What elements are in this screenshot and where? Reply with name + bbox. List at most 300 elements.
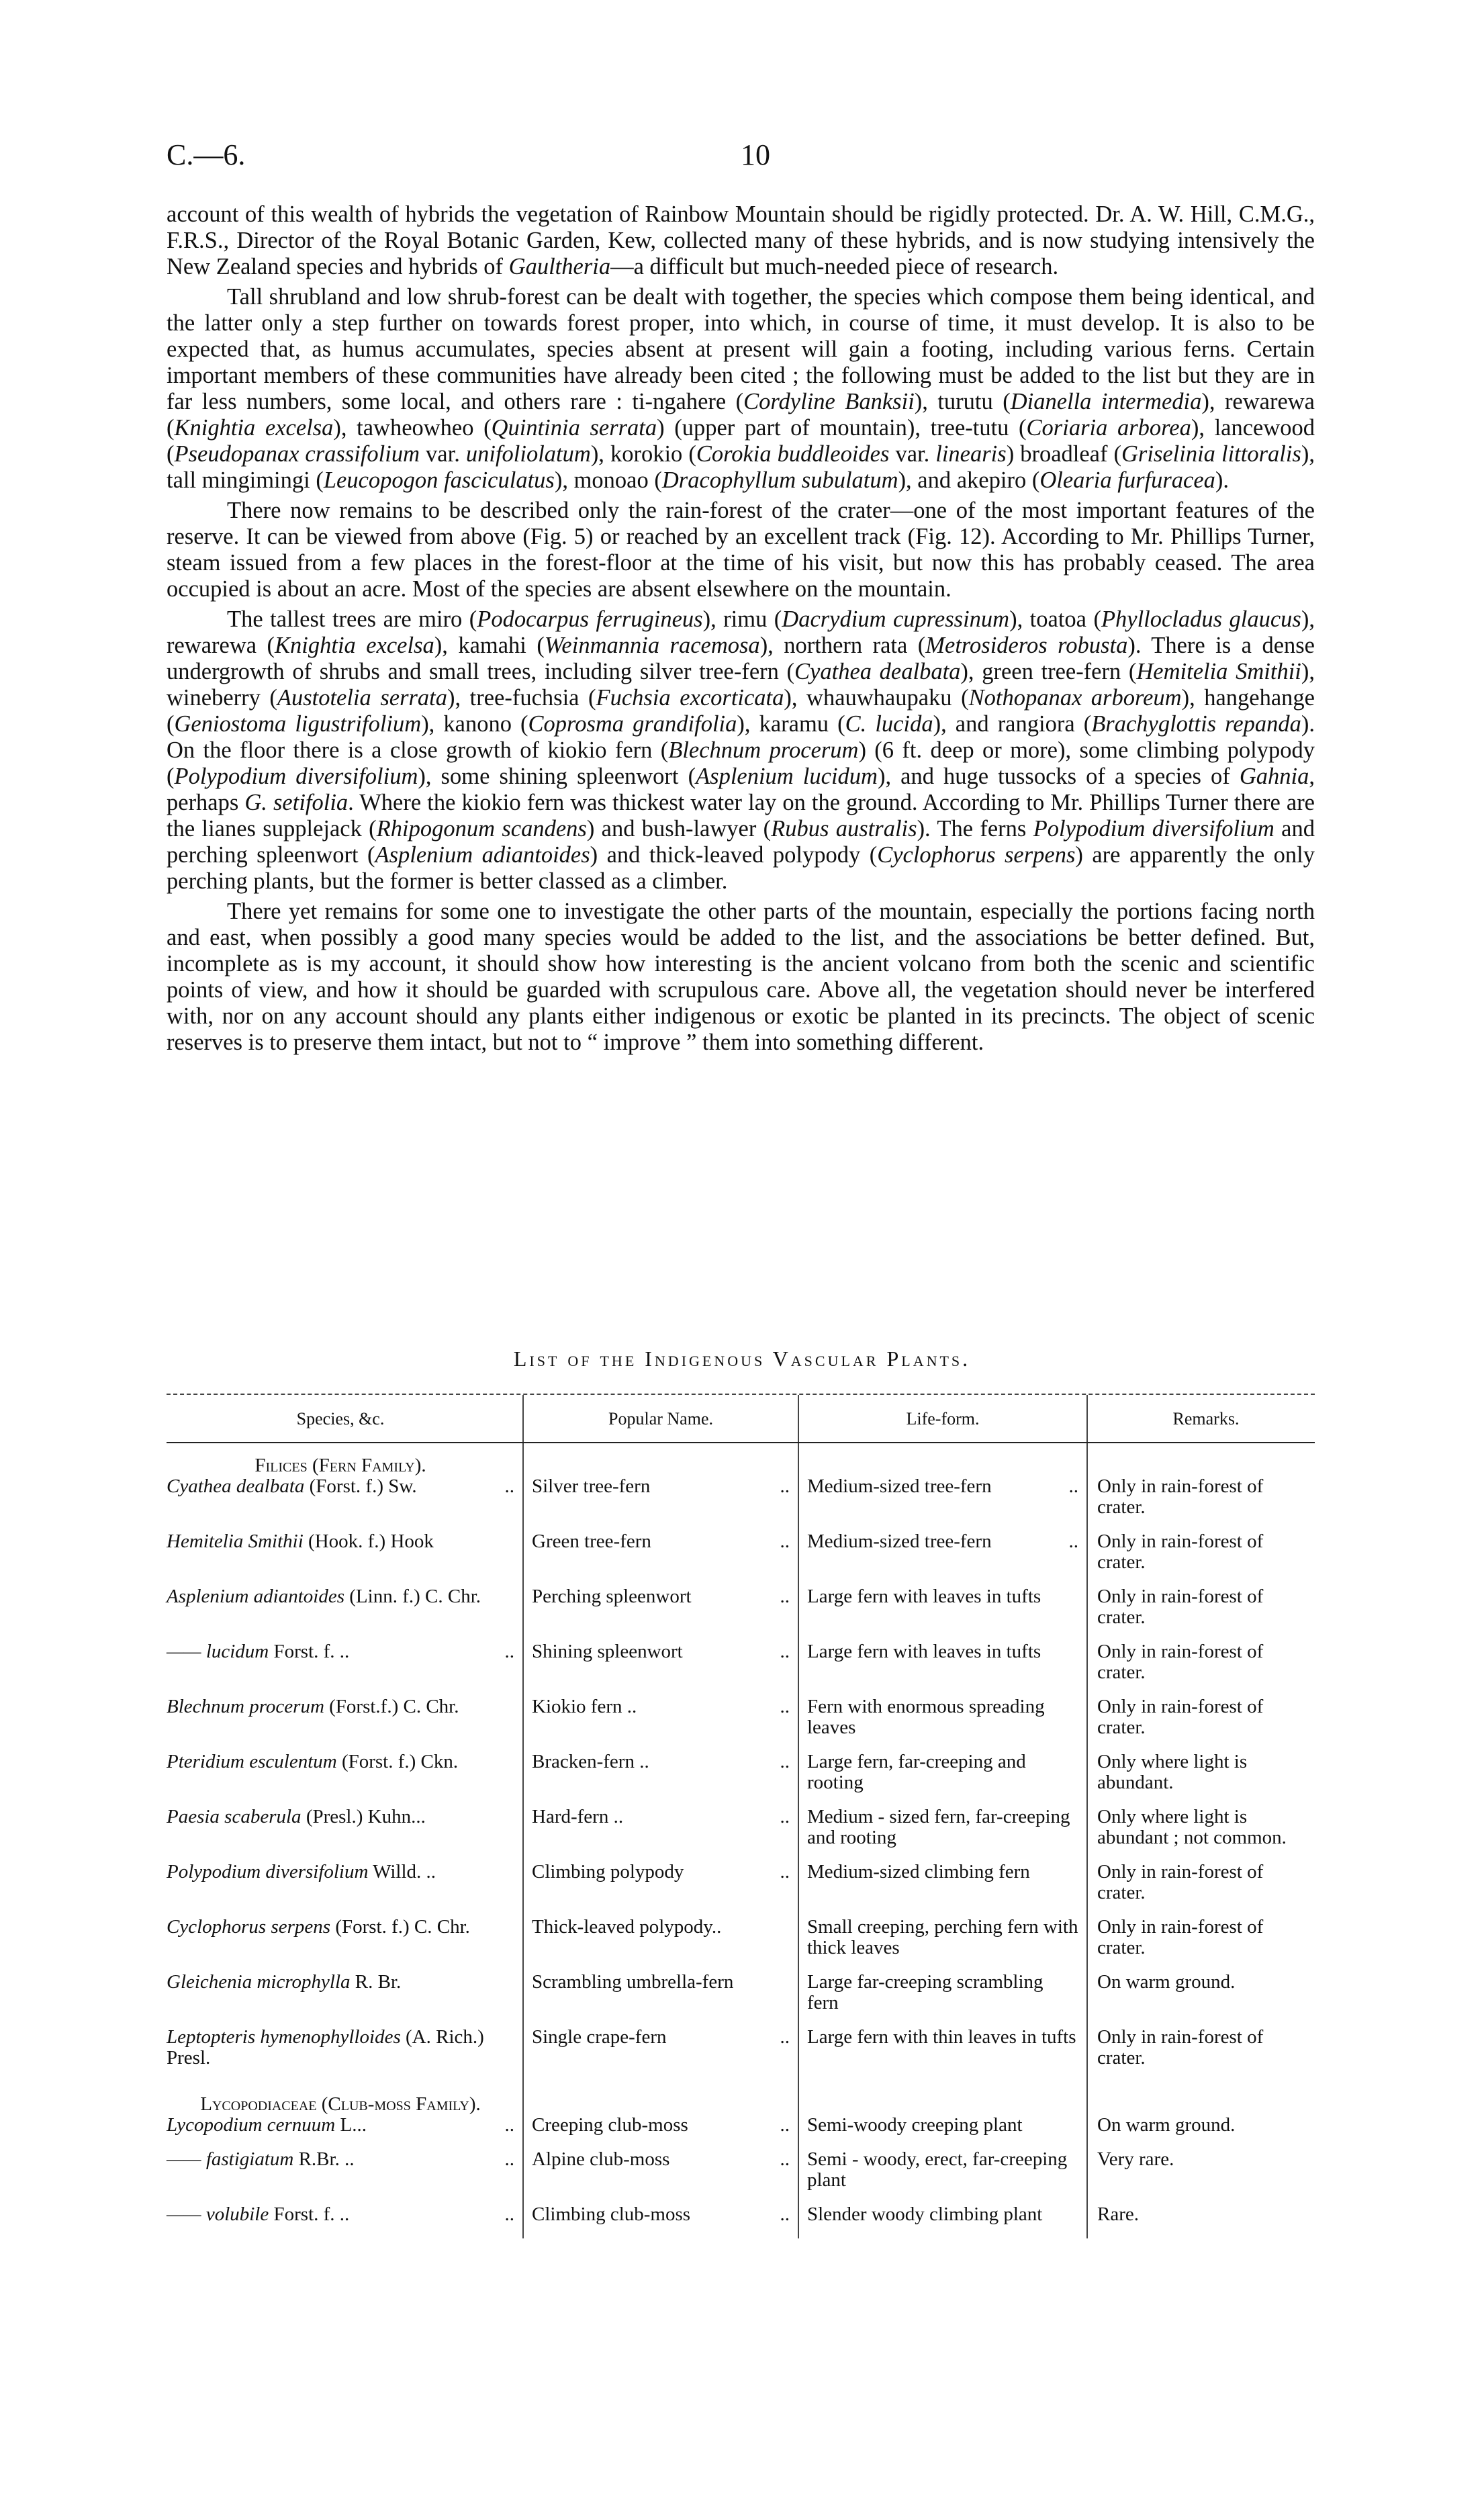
remarks: On warm ground.	[1097, 2114, 1236, 2136]
remarks: Only in rain-forest of crater.	[1097, 2026, 1264, 2069]
species-name: Gleichenia microphylla	[167, 1971, 351, 1993]
text-run: ). On the floor there is a close growth of kiokio fern (	[167, 711, 1315, 763]
species-name: Pteridium esculentum	[167, 1751, 337, 1772]
life-form-cell	[798, 1752, 1086, 1793]
spacer-cell	[167, 1738, 522, 1752]
species-authority: Forst. f. ..	[269, 1641, 350, 1662]
remarks-cell	[1086, 1752, 1315, 1793]
italic-run: Quintinia serrata	[491, 415, 657, 441]
row-spacer	[167, 2191, 1315, 2204]
italic-run: Gaultheria	[508, 254, 611, 279]
life-form: Medium-sized climbing fern	[807, 1861, 1030, 1882]
spacer-cell	[522, 1628, 798, 1641]
italic-run: Coprosma grandifolia	[528, 711, 737, 737]
table-row	[167, 1862, 1315, 1903]
spacer-cell	[1086, 1848, 1315, 1862]
spacer-cell	[522, 1958, 798, 1972]
leader-dots: ..	[504, 2114, 514, 2136]
paragraph	[167, 498, 1315, 602]
text-run: ) broadleaf (	[1006, 441, 1122, 467]
text-run: ), whauwhaupaku (	[784, 685, 969, 711]
spacer-cell	[522, 2069, 798, 2082]
spacer-cell	[167, 2191, 522, 2204]
spacer-cell	[1086, 1573, 1315, 1586]
table-row	[167, 1586, 1315, 1628]
leader-dots: ..	[780, 1751, 790, 1772]
species-authority: (Forst. f.) Ckn.	[336, 1751, 459, 1772]
remarks-cell	[1086, 2115, 1315, 2136]
leader-dots: ..	[780, 1586, 790, 1607]
remarks-cell	[1086, 1586, 1315, 1628]
leader-dots: ..	[1068, 1531, 1078, 1552]
plant-table	[167, 1394, 1315, 2238]
species-name: Hemitelia Smithii	[167, 1531, 304, 1552]
spacer-cell	[1086, 2013, 1315, 2027]
table-row	[167, 1917, 1315, 1958]
row-spacer	[167, 1683, 1315, 1696]
leader-dots: ..	[780, 1861, 790, 1882]
text-run: var.	[420, 441, 466, 467]
italic-run: linearis	[935, 441, 1007, 467]
italic-run: Asplenium lucidum	[696, 764, 878, 789]
life-form-cell	[798, 1641, 1086, 1683]
header-species: Species, &c.	[296, 1408, 385, 1428]
row-spacer	[167, 2225, 1315, 2238]
popular-name: Scrambling umbrella-fern	[532, 1971, 734, 1993]
text-run: . Where the kiokio fern was thickest water lay on the ground. According to Mr. Phillips Turner there are the lianes supplejack (	[167, 790, 1315, 842]
italic-run: Polypodium diversifolium	[174, 764, 418, 789]
italic-run: Pseudopanax crassifolium	[174, 441, 420, 467]
species-authority: (Presl.) Kuhn...	[301, 1806, 426, 1827]
popular-name: Silver tree-fern	[532, 1475, 651, 1497]
italic-run: Corokia buddleoides	[696, 441, 890, 467]
leader-dots: ..	[780, 2203, 790, 2225]
remarks-cell	[1086, 2027, 1315, 2069]
popular-name: Creeping club-moss	[532, 2114, 688, 2136]
spacer-cell	[1086, 1628, 1315, 1641]
italic-run: Knightia excelsa	[174, 415, 334, 441]
text-run: ), northern rata (	[759, 633, 926, 658]
text-run: ), wineberry (	[167, 659, 1315, 711]
text-run: ), kanono (	[421, 711, 528, 737]
life-form: Large fern with leaves in tufts	[807, 1586, 1041, 1607]
spacer-cell	[798, 1573, 1086, 1586]
italic-run: Griselinia littoralis	[1121, 441, 1301, 467]
text-run: Tall shrubland and low shrub-forest can be dealt with together, the species which compose them being identical, and the latter only a step further on towards forest proper, into which, in course of time, it must develop. It is also to be expected that, as humus accumulates, species absent at present will gain a footing, including various ferns. Certain important members of these communities have already been cited ; the following must be added to the list but they are in far less numbers, some local, and others rare : ti-ngahere (	[167, 284, 1315, 414]
popular-name-cell	[522, 1807, 798, 1848]
remarks: Rare.	[1097, 2203, 1139, 2225]
family-heading	[167, 2082, 522, 2115]
document-code: C.—6.	[167, 138, 246, 171]
species-name: —— fastigiatum	[167, 2148, 294, 2170]
species-cell	[167, 1862, 522, 1903]
spacer-cell	[798, 1793, 1086, 1807]
table-row	[167, 1696, 1315, 1738]
leader-dots: ..	[504, 1475, 514, 1497]
life-form: Large fern with thin leaves in tufts	[807, 2026, 1076, 2048]
italic-run: Cordyline Banksii	[743, 389, 915, 414]
popular-name: Kiokio fern ..	[532, 1696, 637, 1717]
italic-run: Blechnum procerum	[668, 737, 859, 763]
italic-run: Fuchsia excorticata	[596, 685, 784, 711]
remarks-cell	[1086, 2149, 1315, 2191]
life-form-cell	[798, 1807, 1086, 1848]
spacer-cell	[522, 2225, 798, 2238]
text-run: ), and huge tussocks of a species of	[877, 764, 1240, 789]
life-form-cell	[798, 1862, 1086, 1903]
text-run: ) (6 ft. deep or more), some climbing polypody (	[167, 737, 1315, 789]
italic-run: Dacrydium cupressinum	[782, 606, 1010, 632]
empty-cell	[798, 2082, 1086, 2115]
remarks: Only in rain-forest of crater.	[1097, 1475, 1264, 1518]
header-popular-name: Popular Name.	[522, 1395, 798, 1442]
italic-run: Coriaria arborea	[1026, 415, 1191, 441]
spacer-cell	[1086, 1683, 1315, 1696]
spacer-cell	[522, 1793, 798, 1807]
popular-name: Thick-leaved polypody..	[532, 1916, 722, 1938]
spacer-cell	[1086, 1738, 1315, 1752]
remarks: On warm ground.	[1097, 1971, 1236, 1993]
italic-run: Nothopanax arboreum	[968, 685, 1182, 711]
text-run: ), tawheowheo (	[333, 415, 492, 441]
spacer-cell	[167, 2013, 522, 2027]
empty-cell	[1086, 1443, 1315, 1476]
text-run: ), toatoa (	[1009, 606, 1101, 632]
popular-name-cell	[522, 1862, 798, 1903]
popular-name: Climbing club-moss	[532, 2203, 691, 2225]
empty-cell	[522, 1443, 798, 1476]
leader-dots: ..	[780, 2114, 790, 2136]
life-form-cell	[798, 1917, 1086, 1958]
italic-run: Rhipogonum scandens	[376, 816, 587, 842]
species-cell	[167, 1917, 522, 1958]
text-run: ), and rangiora (	[933, 711, 1092, 737]
leader-dots: ..	[780, 1641, 790, 1662]
spacer-cell	[167, 1683, 522, 1696]
paragraph	[167, 899, 1315, 1056]
spacer-cell	[167, 2069, 522, 2082]
text-run: ) (upper part of mountain), tree-tutu (	[657, 415, 1027, 441]
remarks-cell	[1086, 1531, 1315, 1573]
text-run: ), hangehange (	[167, 685, 1315, 737]
spacer-cell	[798, 1518, 1086, 1531]
popular-name-cell	[522, 2027, 798, 2069]
italic-run: Dracophyllum subulatum	[661, 467, 898, 493]
empty-cell	[522, 2082, 798, 2115]
text-run: , perhaps	[167, 764, 1315, 815]
text-run: The tallest trees are miro (	[227, 606, 477, 632]
italic-run: Geniostoma ligustrifolium	[174, 711, 422, 737]
text-run: ). There is a dense undergrowth of shrubs and small trees, including silver tree-fern (	[167, 633, 1315, 684]
species-cell	[167, 1641, 522, 1683]
text-run: ), green tree-fern (	[960, 659, 1137, 684]
italic-run: Cyathea dealbata	[794, 659, 961, 684]
spacer-cell	[798, 2013, 1086, 2027]
species-name: Paesia scaberula	[167, 1806, 302, 1827]
life-form: Semi - woody, erect, far-creeping plant	[807, 2148, 1068, 2191]
text-run: ), some shining spleenwort (	[418, 764, 696, 789]
life-form: Large far-creeping scrambling fern	[807, 1971, 1044, 2013]
text-run: ), rewarewa (	[167, 606, 1315, 658]
row-spacer	[167, 1738, 1315, 1752]
spacer-cell	[798, 1848, 1086, 1862]
paragraph	[167, 201, 1315, 280]
table-row	[167, 1972, 1315, 2013]
italic-run: Gahnia	[1239, 764, 1309, 789]
spacer-cell	[522, 1848, 798, 1862]
leader-dots: ..	[1068, 1475, 1078, 1497]
row-spacer	[167, 1848, 1315, 1862]
family-name: Lycopodiaceae (Club-moss Family).	[200, 2093, 481, 2115]
italic-run: Hemitelia Smithii	[1136, 659, 1301, 684]
spacer-cell	[1086, 2136, 1315, 2149]
leader-dots: ..	[780, 1531, 790, 1552]
row-spacer	[167, 1628, 1315, 1641]
italic-run: Metrosideros robusta	[925, 633, 1128, 658]
species-name: Lycopodium cernuum	[167, 2114, 336, 2136]
leader-dots: ..	[780, 2148, 790, 2170]
species-name: Blechnum procerum	[167, 1696, 324, 1717]
family-row	[167, 2082, 1315, 2115]
spacer-cell	[522, 1518, 798, 1531]
spacer-cell	[1086, 1903, 1315, 1917]
italic-run: Dianella intermedia	[1010, 389, 1202, 414]
popular-name-cell	[522, 1752, 798, 1793]
text-run: —a difficult but much-needed piece of research.	[610, 254, 1059, 279]
species-cell	[167, 2149, 522, 2191]
life-form: Fern with enormous spreading leaves	[807, 1696, 1045, 1738]
page-number: 10	[741, 138, 770, 171]
remarks: Only where light is abundant.	[1097, 1751, 1248, 1793]
italic-run: unifoliolatum	[465, 441, 591, 467]
row-spacer	[167, 1958, 1315, 1972]
spacer-cell	[167, 2136, 522, 2149]
body-text	[167, 201, 1315, 1060]
species-cell	[167, 1476, 522, 1518]
spacer-cell	[167, 1903, 522, 1917]
text-run: ), monoao (	[554, 467, 662, 493]
header-life-form: Life-form.	[798, 1395, 1086, 1442]
row-spacer	[167, 2013, 1315, 2027]
italic-run: Podocarpus ferrugineus	[477, 606, 703, 632]
spacer-cell	[798, 1738, 1086, 1752]
row-spacer	[167, 2069, 1315, 2082]
spacer-cell	[522, 1738, 798, 1752]
species-cell	[167, 1972, 522, 2013]
text-run: account of this wealth of hybrids the vegetation of Rainbow Mountain should be rigidly protected. Dr. A. W. Hill, C.M.G., F.R.S., Director of the Royal Botanic Garden, Kew, collected many of these hybrids, and is now studying intensively the New Zealand species and hybrids of	[167, 201, 1315, 279]
table-row	[167, 1476, 1315, 1518]
popular-name-cell	[522, 1586, 798, 1628]
remarks: Only in rain-forest of crater.	[1097, 1861, 1264, 1903]
table-row	[167, 2149, 1315, 2191]
popular-name: Bracken-fern ..	[532, 1751, 649, 1772]
text-run: ), tree-fuchsia (	[447, 685, 596, 711]
empty-cell	[798, 1443, 1086, 1476]
life-form: Large fern, far-creeping and rooting	[807, 1751, 1026, 1793]
species-authority: (Forst. f.) Sw.	[304, 1475, 417, 1497]
table-row	[167, 1752, 1315, 1793]
family-name: Filices (Fern Family).	[254, 1455, 426, 1476]
italic-run: Leucopogon fasciculatus	[323, 467, 555, 493]
spacer-cell	[1086, 1518, 1315, 1531]
row-spacer	[167, 2136, 1315, 2149]
italic-run: Cyclophorus serpens	[877, 842, 1076, 868]
species-cell	[167, 1531, 522, 1573]
species-cell	[167, 2115, 522, 2136]
life-form: Medium-sized tree-fern	[807, 1531, 992, 1552]
popular-name: Alpine club-moss	[532, 2148, 670, 2170]
remarks: Only where light is abundant ; not common.	[1097, 1806, 1287, 1848]
remarks-cell	[1086, 2204, 1315, 2225]
spacer-cell	[798, 2136, 1086, 2149]
table-row	[167, 1807, 1315, 1848]
species-cell	[167, 1807, 522, 1848]
remarks-cell	[1086, 1862, 1315, 1903]
leader-dots: ..	[504, 2148, 514, 2170]
popular-name: Perching spleenwort	[532, 1586, 692, 1607]
spacer-cell	[167, 1848, 522, 1862]
header-remarks: Remarks.	[1086, 1395, 1315, 1442]
text-run: There yet remains for some one to investigate the other parts of the mountain, especially the portions facing north and east, when possibly a good many species would be added to the list, and the associations be better defined. But, incomplete as is my account, it should show how interesting is the ancient volcano from both the scenic and scientific points of view, and how it should be guarded with scrupulous care. Above all, the vegetation should never be interfered with, nor on any account should any plants either indigenous or exotic be planted in its precincts. The object of scenic reserves is to preserve them intact, but not to “ improve ” them into something different.	[167, 899, 1315, 1055]
italic-run: Rubus australis	[771, 816, 917, 842]
popular-name-cell	[522, 1476, 798, 1518]
spacer-cell	[798, 1958, 1086, 1972]
remarks: Very rare.	[1097, 2148, 1174, 2170]
popular-name-cell	[522, 1641, 798, 1683]
row-spacer	[167, 1573, 1315, 1586]
life-form: Medium-sized tree-fern	[807, 1475, 992, 1497]
italic-run: Phyllocladus glaucus	[1101, 606, 1301, 632]
spacer-cell	[1086, 1958, 1315, 1972]
life-form-cell	[798, 1476, 1086, 1518]
text-run: ), rimu (	[702, 606, 782, 632]
spacer-cell	[522, 2191, 798, 2204]
spacer-cell	[167, 1628, 522, 1641]
spacer-cell	[522, 1903, 798, 1917]
life-form-cell	[798, 1972, 1086, 2013]
spacer-cell	[167, 1518, 522, 1531]
text-run: ), kamahi (	[434, 633, 545, 658]
table-row	[167, 2204, 1315, 2225]
species-name: —— lucidum	[167, 1641, 269, 1662]
spacer-cell	[167, 1573, 522, 1586]
italic-run: Brachyglottis repanda	[1091, 711, 1301, 737]
species-name: Cyathea dealbata	[167, 1475, 305, 1497]
remarks: Only in rain-forest of crater.	[1097, 1531, 1264, 1573]
species-cell	[167, 2204, 522, 2225]
remarks-cell	[1086, 1917, 1315, 1958]
species-authority: (Forst. f.) C. Chr.	[330, 1916, 470, 1938]
species-name: Polypodium diversifolium	[167, 1861, 369, 1882]
text-run: ). The ferns	[917, 816, 1033, 842]
italic-run: Knightia excelsa	[275, 633, 434, 658]
popular-name-cell	[522, 1531, 798, 1573]
life-form-cell	[798, 2204, 1086, 2225]
species-name: Cyclophorus serpens	[167, 1916, 331, 1938]
popular-name: Hard-fern ..	[532, 1806, 624, 1827]
table-row	[167, 2027, 1315, 2069]
remarks-cell	[1086, 1476, 1315, 1518]
life-form-cell	[798, 1586, 1086, 1628]
remarks: Only in rain-forest of crater.	[1097, 1696, 1264, 1738]
empty-cell	[1086, 2082, 1315, 2115]
italic-run: Austotelia serrata	[277, 685, 448, 711]
species-authority: R.Br. ..	[293, 2148, 355, 2170]
life-form: Large fern with leaves in tufts	[807, 1641, 1041, 1662]
italic-run: G. setifolia	[244, 790, 349, 815]
spacer-cell	[798, 2191, 1086, 2204]
spacer-cell	[798, 2225, 1086, 2238]
table-body	[167, 1443, 1315, 2238]
text-run: var.	[889, 441, 936, 467]
spacer-cell	[1086, 1793, 1315, 1807]
life-form-cell	[798, 2149, 1086, 2191]
paragraph	[167, 606, 1315, 895]
remarks-cell	[1086, 1972, 1315, 2013]
species-authority: Willd. ..	[368, 1861, 436, 1882]
species-authority: L...	[335, 2114, 367, 2136]
text-run: ) are apparently the only perching plants, but the former is better classed as a climber.	[167, 842, 1315, 894]
popular-name-cell	[522, 1972, 798, 2013]
spacer-cell	[522, 2136, 798, 2149]
text-run: ), tall mingimingi (	[167, 441, 1315, 493]
remarks: Only in rain-forest of crater.	[1097, 1916, 1264, 1958]
popular-name: Shining spleenwort	[532, 1641, 683, 1662]
species-name: Leptopteris hymenophylloides	[167, 2026, 401, 2048]
species-cell	[167, 1586, 522, 1628]
popular-name: Green tree-fern	[532, 1531, 651, 1552]
spacer-cell	[1086, 2191, 1315, 2204]
popular-name-cell	[522, 1917, 798, 1958]
life-form-cell	[798, 1531, 1086, 1573]
species-authority: (Forst.f.) C. Chr.	[324, 1696, 459, 1717]
family-row	[167, 1443, 1315, 1476]
leader-dots: ..	[504, 2203, 514, 2225]
text-run: ), karamu (	[737, 711, 845, 737]
species-authority: Forst. f. ..	[269, 2203, 350, 2225]
spacer-cell	[522, 1573, 798, 1586]
text-run: ) and thick-leaved polypody (	[590, 842, 878, 868]
remarks-cell	[1086, 1807, 1315, 1848]
row-spacer	[167, 1793, 1315, 1807]
popular-name-cell	[522, 2115, 798, 2136]
spacer-cell	[522, 2013, 798, 2027]
spacer-cell	[798, 2069, 1086, 2082]
text-run: ) and bush-lawyer (	[586, 816, 772, 842]
life-form: Medium - sized fern, far-creeping and rooting	[807, 1806, 1070, 1848]
popular-name: Climbing polypody	[532, 1861, 684, 1882]
life-form: Semi-woody creeping plant	[807, 2114, 1023, 2136]
life-form: Small creeping, perching fern with thick leaves	[807, 1916, 1078, 1958]
spacer-cell	[798, 1628, 1086, 1641]
table-row	[167, 1641, 1315, 1683]
species-authority: (Linn. f.) C. Chr.	[344, 1586, 481, 1607]
page-header	[167, 138, 1308, 185]
leader-dots: ..	[780, 1806, 790, 1827]
popular-name-cell	[522, 2204, 798, 2225]
text-run: ), rewarewa (	[167, 389, 1315, 441]
leader-dots: ..	[780, 2026, 790, 2048]
leader-dots: ..	[504, 1641, 514, 1662]
text-run: ), lancewood (	[167, 415, 1315, 467]
italic-run: Olearia furfuracea	[1039, 467, 1215, 493]
italic-run: Weinmannia racemosa	[544, 633, 760, 658]
remarks: Only in rain-forest of crater.	[1097, 1641, 1264, 1683]
italic-run: Polypodium diversifolium	[1033, 816, 1274, 842]
life-form-cell	[798, 1696, 1086, 1738]
text-run: and perching spleenwort (	[167, 816, 1315, 868]
remarks: Only in rain-forest of crater.	[1097, 1586, 1264, 1628]
